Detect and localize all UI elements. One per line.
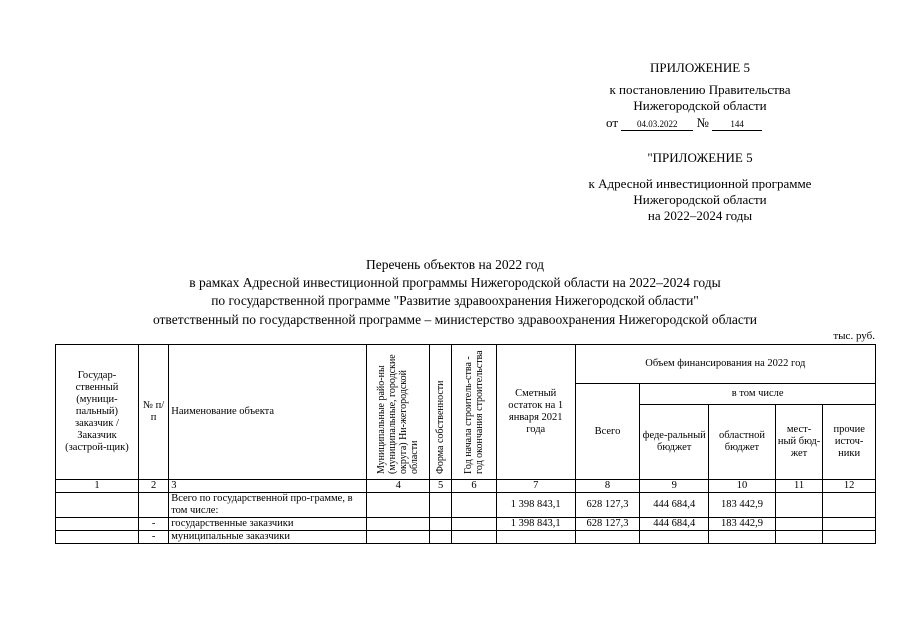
document-title-line-2: в рамках Адресной инвестиционной программы Нижегородской области на 2022–2024 годы [189,275,721,290]
header-regional: областной бюджет [709,405,776,480]
resolution-number: 144 [712,119,762,131]
column-number: 7 [496,480,575,493]
row-num: - [138,518,168,531]
header-object-name: Наименование объекта [169,345,367,480]
document-title-line-1: Перечень объектов на 2022 год [366,257,544,272]
row-name: Всего по государственной про-грамме, в том числе: [169,493,367,518]
header-estimate: Сметный остаток на 1 января 2021 года [496,345,575,480]
column-number: 11 [775,480,823,493]
header-ownership-cell [430,345,452,480]
row-federal [640,531,709,544]
document-title-line-4: ответственный по государственной программе – министерство здравоохранения Нижегородской области [152,312,758,327]
row-estimate: 1 398 843,1 [496,493,575,518]
header-other: прочие источ-ники [823,405,876,480]
row-regional: 183 442,9 [709,518,776,531]
header-years: Год начала строитель-ства - год окончания строительства [463,350,486,474]
column-number: 1 [56,480,139,493]
table-row [56,518,876,531]
program-line-2: Нижегородской области [633,192,767,207]
row-regional: 183 442,9 [709,493,776,518]
column-number: 8 [575,480,640,493]
column-number: 6 [452,480,496,493]
row-num [138,493,168,518]
row-num: - [138,531,168,544]
resolution-date: 04.03.2022 [621,119,693,131]
header-municipality: Муниципальные райо-ны (муниципальные, городские округа) Ни-жегородской области [376,354,421,474]
appendix-heading: ПРИЛОЖЕНИЕ 5 [650,60,750,75]
table-row [56,493,876,518]
program-line-3: на 2022–2024 годы [647,208,753,223]
program-line-1: к Адресной инвестиционной программе [588,176,812,191]
header-including: в том числе [640,384,876,405]
units-label: тыс. руб. [833,330,875,342]
header-total: Всего [575,384,640,480]
date-prefix: от [606,115,619,130]
row-name: муниципальные заказчики [169,531,367,544]
document-title-line-3: по государственной программе "Развитие здравоохранения Нижегородской области" [211,293,699,308]
row-total [575,531,640,544]
resolution-date-line [606,115,762,131]
row-federal: 444 684,4 [640,518,709,531]
row-total: 628 127,3 [575,518,640,531]
column-number: 12 [823,480,876,493]
header-years-cell [452,345,496,480]
column-number: 4 [367,480,430,493]
header-local: мест-ный бюд-жет [775,405,823,480]
row-estimate: 1 398 843,1 [496,518,575,531]
row-total: 628 127,3 [575,493,640,518]
resolution-line-2: Нижегородской области [633,98,767,113]
column-number: 9 [640,480,709,493]
row-estimate [496,531,575,544]
header-ownership: Форма собственности [435,380,447,474]
number-prefix: № [696,115,709,130]
column-number: 10 [709,480,776,493]
header-municipality-cell [367,345,430,480]
column-number: 2 [138,480,168,493]
header-federal: феде-ральный бюджет [640,405,709,480]
header-funding: Объем финансирования на 2022 год [575,345,875,384]
row-federal: 444 684,4 [640,493,709,518]
row-regional [709,531,776,544]
header-customer: Государ-ственный (муници-пальный) заказчик / Заказчик (застрой-щик) [56,345,139,480]
column-number: 5 [430,480,452,493]
row-name: государственные заказчики [169,518,367,531]
column-number: 3 [169,480,367,493]
column-number-row [56,480,876,493]
objects-table [55,344,876,544]
header-num: № п/п [138,345,168,480]
appendix-heading-2: "ПРИЛОЖЕНИЕ 5 [647,150,753,165]
table-row [56,531,876,544]
resolution-line-1: к постановлению Правительства [609,82,791,97]
